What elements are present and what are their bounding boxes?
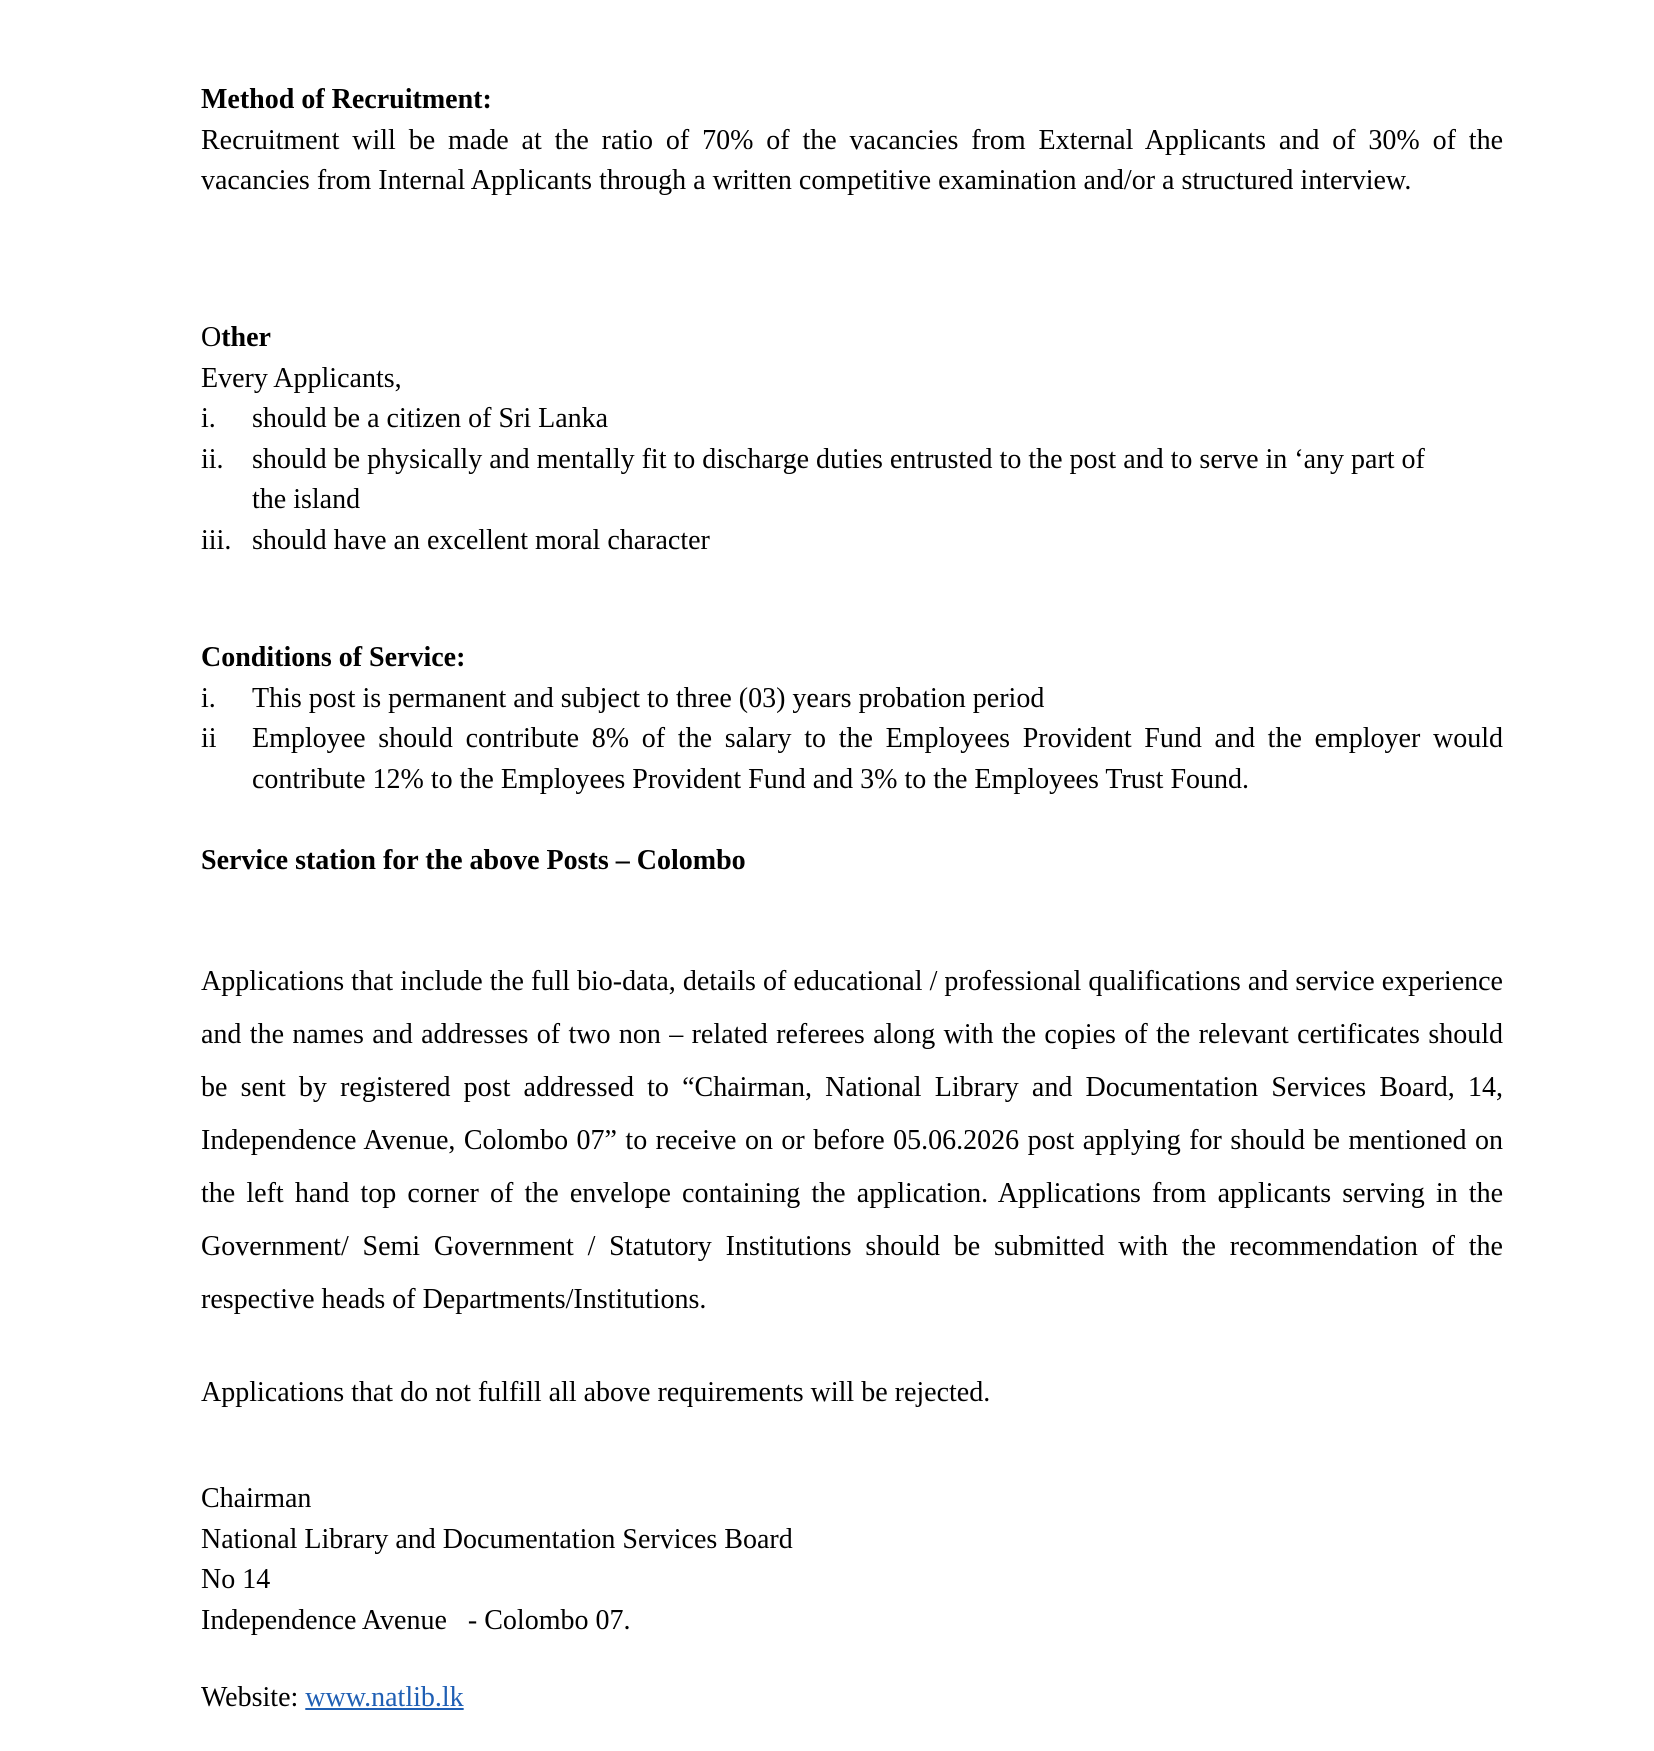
website-label: Website: bbox=[201, 1682, 306, 1713]
signature-title: Chairman bbox=[201, 1483, 312, 1514]
list-number: i. bbox=[201, 682, 216, 714]
website-link[interactable]: www.natlib.lk bbox=[305, 1682, 464, 1713]
list-text: should be a citizen of Sri Lanka bbox=[252, 403, 609, 434]
conditions-heading: Conditions of Service: bbox=[201, 642, 466, 673]
signature-organization: National Library and Documentation Services Board bbox=[201, 1523, 793, 1555]
other-heading-initial: O bbox=[201, 322, 222, 353]
conditions-section bbox=[201, 638, 1503, 800]
list-item bbox=[201, 719, 1503, 800]
website-section bbox=[201, 1678, 1503, 1719]
other-heading bbox=[201, 318, 1503, 359]
station-section bbox=[201, 841, 1503, 882]
signature-address-street: Independence Avenue - Colombo 07. bbox=[201, 1604, 631, 1636]
method-heading: Method of Recruitment: bbox=[201, 84, 492, 115]
conditions-list bbox=[201, 679, 1503, 801]
list-number: iii. bbox=[201, 524, 232, 556]
list-item bbox=[201, 679, 1503, 720]
list-number: ii bbox=[201, 723, 217, 754]
list-item bbox=[201, 399, 1503, 440]
applications-text: Applications that include the full bio-data, details of educational / professional qualifications and service experience and the names and addresses of two non – related referees along with the copies of the relevant certificates should be sent by registered post addressed to “Chairman, National Library and Documentation Services Board, 14, Independence Avenue, Colombo 07” to receive on or before 05.06.2026 post applying for should be mentioned on the left hand top corner of the envelope containing the application. Applications from applicants serving in the Government/ Semi Government / Statutory Institutions should be submitted with the recommendation of the respective heads of Departments/Institutions. bbox=[201, 966, 1503, 1315]
list-text: should have an excellent moral character bbox=[252, 524, 710, 556]
list-text: should be physically and mentally fit to discharge duties entrusted to the post and to serve in ‘any part of the island bbox=[252, 443, 1425, 515]
list-number: ii. bbox=[201, 443, 224, 475]
method-text: Recruitment will be made at the ratio of 70% of the vacancies from External Applicants and of 30% of the vacancies from Internal Applicants through a written competitive examination and/or a structured interview. bbox=[201, 124, 1503, 196]
list-text: Employee should contribute 8% of the salary to the Employees Provident Fund and the employer would contribute 12% to the Employees Provident Fund and 3% to the Employees Trust Found. bbox=[252, 723, 1503, 795]
list-text: This post is permanent and subject to three (03) years probation period bbox=[252, 682, 1045, 714]
station-heading: Service station for the above Posts – Colombo bbox=[201, 845, 746, 876]
other-intro: Every Applicants, bbox=[201, 362, 402, 394]
method-section bbox=[201, 80, 1503, 202]
list-number: i. bbox=[201, 403, 216, 434]
rejection-section bbox=[201, 1373, 1503, 1414]
list-item bbox=[201, 440, 1503, 521]
other-heading-rest: ther bbox=[221, 322, 271, 353]
signature-address-number: No 14 bbox=[201, 1564, 271, 1595]
list-item bbox=[201, 521, 1503, 562]
website-line bbox=[201, 1678, 1503, 1719]
signature-block bbox=[201, 1479, 1503, 1641]
other-list bbox=[201, 399, 1503, 561]
other-section bbox=[201, 318, 1503, 561]
rejection-text: Applications that do not fulfill all above requirements will be rejected. bbox=[201, 1377, 991, 1408]
applications-section bbox=[201, 955, 1503, 1326]
